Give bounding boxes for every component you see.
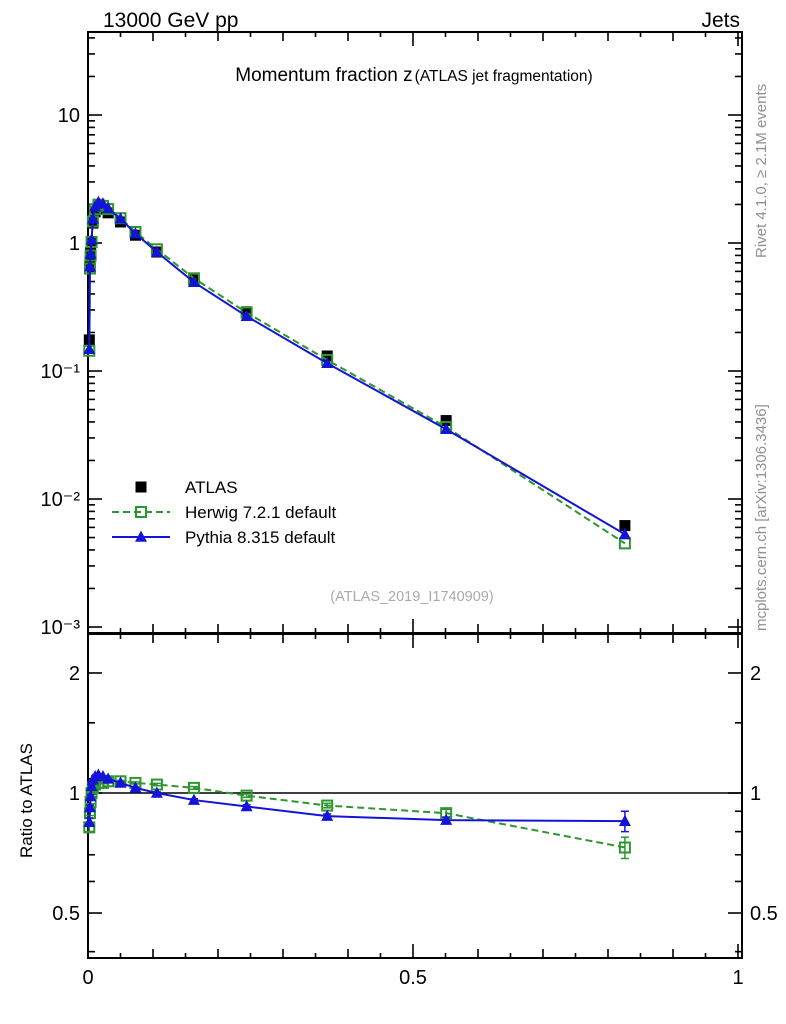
y-main-tick-label: 10⁻¹ [40,361,80,383]
ratio-axis-title: Ratio to ATLAS [17,743,36,858]
y-ratio-tick-label-right: 1 [750,783,762,805]
y-main-tick-label: 10⁻² [40,489,80,511]
y-main-tick-label: 1 [68,233,80,255]
legend-label-herwig: Herwig 7.2.1 default [185,503,337,522]
series-herwig [84,200,630,859]
legend-swatch-atlas [136,482,147,493]
plot-title [235,65,592,86]
side-note-rivet-version: Rivet 4.1.0, ≥ 2.1M events [753,83,770,258]
header-analysis-group: Jets [701,9,740,32]
axis-tick-labels [41,105,778,989]
y-main-tick-label: 10 [57,105,80,127]
legend-label-pythia: Pythia 8.315 default [185,528,336,547]
legend-marker-atlas [136,482,147,493]
ratio-line-herwig [89,781,625,847]
legend-label-atlas: ATLAS [185,478,238,497]
legend-swatch-herwig [112,507,170,517]
plot-title-main: Momentum fraction z [235,65,413,86]
y-ratio-tick-label-left: 2 [68,662,80,685]
main-line-pythia [89,202,625,534]
legend-swatch-pythia [112,531,170,542]
x-tick-label: 1 [732,967,744,989]
x-tick-label: 0 [82,967,94,989]
main-line-herwig [89,205,625,544]
plot-title-sub: (ATLAS jet fragmentation) [414,68,593,85]
y-ratio-tick-label-left: 1 [68,783,80,805]
ratio-line-pythia [89,775,625,822]
header-beam-energy: 13000 GeV pp [103,9,239,32]
y-ratio-tick-label-right: 0.5 [750,903,778,926]
watermark-analysis-id: (ATLAS_2019_I1740909) [330,589,494,605]
data-series [83,196,631,859]
legend-swatches [112,482,170,542]
side-note-mcplots-arxiv: mcplots.cern.ch [arXiv:1306.3436] [753,404,770,631]
series-pythia [83,196,631,832]
y-ratio-tick-label-right: 2 [750,662,762,685]
y-main-tick-label: 10⁻³ [40,617,80,639]
x-tick-label: 0.5 [399,967,427,989]
y-ratio-tick-label-left: 0.5 [52,903,80,926]
ratio-panel-frame [88,634,742,958]
series-atlas [84,202,631,531]
